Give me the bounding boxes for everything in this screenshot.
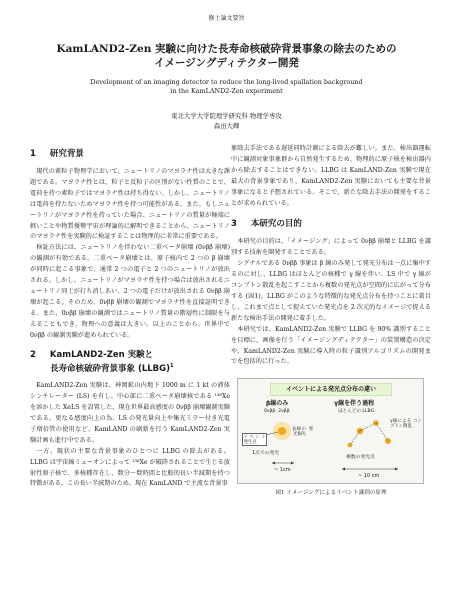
paper-title-en bbox=[0, 78, 453, 96]
thesis-label: 修士論文要旨 bbox=[208, 15, 245, 22]
title-en-line1: Development of an imaging detector to reduce the long-lived spallation background bbox=[90, 78, 363, 86]
section-title-2: 長寿命核破砕背景事象 (LLBG) bbox=[50, 363, 171, 374]
paragraph: 本研究の目的は、「イメージング」によって 0νββ 崩壊と LLBG を識別する技術を開発することである。 bbox=[231, 238, 431, 257]
scale-large-label: ~ 10 cm bbox=[358, 473, 380, 480]
paragraph: 象除去手法である遅延同時計測による除去が難しい。また、検出器運転中に観測対象事象群から自然発生するため、物理的に原子核を検出器内から除去することはできない。LLBG は KamLAND-Zen 実験で現在最大の背景事象であり、KamLAND2-Zen 実験においても主要な背景事象になると予想されている。そこで、新たな除去手法の開発をすることが求められている。 bbox=[231, 145, 431, 207]
paragraph: 現代の素粒子物理学において、ニュートリノのマヨラナ性は大きな課題である。マヨラナ性とは、粒子と反粒子の区別がない性質のことで、電荷を持つ素粒子ではマヨラナ性は持ち得ない。しかし、ニュートリノは電荷を持たないためマヨラナ性を持つ可能性がある。また、もしニュートリノがマヨラナ性を持っていた場合、ニュートリノの質量が極端に軽いことや物質優勢宇宙が理論的に解明できることから、ニュートリノのマヨラナ性を実験的に検証することは物理的に非常に重要である。 bbox=[30, 168, 230, 241]
figure-title: イベントによる発光点分布の違い bbox=[270, 383, 392, 396]
author-block bbox=[0, 111, 453, 131]
title-ja-line1: KamLAND2-Zen 実験に向けた長寿命核破砕背景事象の除去のための bbox=[56, 43, 397, 55]
paragraph: シグナルである 0νββ 事象は β 線のみ発して発光分布は一点に集中するのに対し、LLBG はほとんどの核種で γ 線を伴い、LS 中で γ 線がコンプトン散乱を起こすことから複数の発光点が空間的に広がって分布する (図1)。LLBG がこのような特徴的な発光点分布を持つことに着目し、これまで点として捉えていた発光点を 2 次元的なイメージで捉える新たな検出手法の開発に着手した。 bbox=[231, 260, 431, 322]
gamma-track-2 bbox=[350, 431, 360, 445]
author-name: 森田大輝 bbox=[213, 122, 240, 130]
section-heading-3 bbox=[231, 219, 431, 230]
section-number: 3 bbox=[231, 219, 237, 230]
title-en-line2: in the KamLAND2-Zen experiment bbox=[170, 87, 283, 95]
scale-small-label: ~ 1cm bbox=[274, 467, 291, 474]
footnote-marker: 1 bbox=[170, 362, 174, 369]
section-title: 研究背景 bbox=[49, 149, 84, 159]
paper-title-ja bbox=[0, 42, 453, 70]
paragraph: 本研究では、KamLAND2-Zen 実験で LLBG を 90% 識別することを目標に、画像を行う「イメージングディテクター」の装置構造の決定や、KamLAND2-Zen 実験に導入時の粒子識別アルゴリズムの開発までを包括的に行った。 bbox=[231, 325, 431, 366]
section-heading-2 bbox=[30, 350, 230, 375]
section-number: 1 bbox=[30, 149, 36, 159]
gamma-track bbox=[360, 423, 388, 441]
section-number: 2 bbox=[30, 349, 36, 360]
beta-only-label: β線のみ bbox=[266, 400, 289, 408]
title-ja-line2: イメージングディテクター開発 bbox=[154, 57, 299, 69]
section-title: KamLAND2-Zen 実験と bbox=[49, 349, 154, 360]
gamma-point-c bbox=[385, 438, 391, 444]
beta-point bbox=[278, 427, 286, 435]
event-vertex-label: イベント 発生点 bbox=[243, 434, 266, 445]
gamma-point-d bbox=[348, 443, 353, 448]
affiliation: 東北大学大学院理学研究科 物理学専攻 bbox=[171, 112, 282, 120]
left-column bbox=[30, 144, 230, 490]
paragraph: KamLAND2-Zen 実験は、神岡鉱山内地下 1000 m に 1 kt の液体シンチレーター (LS) を有し、中心部に二重ベータ崩壊核である ¹³⁶Xe を溶かした XeLS を設置した、現在世界最高感度の 0νββ 崩壊観測実験である。更なる感度向上の為、LS の発光量向上や集光ミラー付き光電子増倍管の使用など、KamLAND の刷新を行う KamLAND2-Zen 実験計画も進行中である。 bbox=[30, 382, 231, 444]
gamma-label: γ線を伴う過程 bbox=[334, 400, 375, 408]
right-column bbox=[231, 144, 431, 499]
figure-caption: 図1 イメージングによるイベント識別の原理 bbox=[275, 490, 387, 497]
compton-label: γ線による コンプトン散乱 bbox=[390, 419, 422, 430]
section-title: 本研究の目的 bbox=[250, 219, 302, 230]
gamma-sub: ほとんどの LLBG bbox=[338, 409, 375, 415]
figure-1 bbox=[237, 378, 424, 484]
multi-point-label: 複数の発光点 bbox=[346, 455, 375, 461]
figure-illustration bbox=[238, 379, 423, 483]
paragraph: 一方、現状の主要な背景事象のひとつに LLBG の除去がある。LLBG は宇宙線ミューオンによって ¹³⁶Xe が破砕されることで生じる放射性原子核で、多核種存在し、数分〜数時間と比較的長い半減期を持つ特徴がある。この長い半減期のため、現在 KamLAND で主流な背景事 bbox=[30, 447, 230, 488]
beta-loss-label: β線の 発光損失 bbox=[293, 427, 313, 438]
section-heading-1 bbox=[30, 149, 230, 160]
paragraph: 検証方法には、ニュートリノを伴わない二重ベータ崩壊 (0νββ 崩壊) の観測が有効である。二重ベータ崩壊とは、原子核内で 2 つの β 崩壊が同時に起こる事象で、通常 2 つの電子と 2 つのニュートリノが放出される。しかし、ニュートリノがマヨラナ性を持つ場合は放出されるニュートリノ同士が打ち消しあい、2 つの電子だけが放出される 0νββ 崩壊が起こる。そのため、0νββ 崩壊の観測でマヨラナ性を直接証明できる。また、0νββ 崩壊の観測ではニュートリノ質量の階層性に制限を与えることもでき、物理への意義は大きい。以上のことから、世界中で 0νββ の観測実験が進められている。 bbox=[30, 244, 230, 339]
one-point-label: 1点での発光 bbox=[252, 451, 280, 457]
beta-only-sub: 0νββ, 2νββ bbox=[264, 409, 290, 415]
